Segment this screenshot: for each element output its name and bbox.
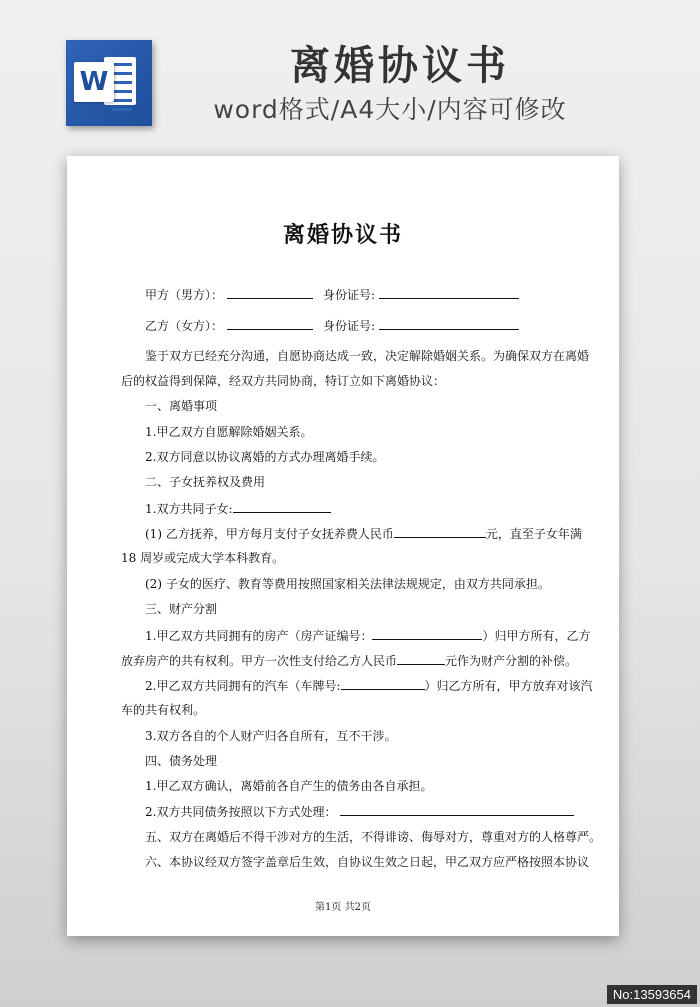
house-cert-blank[interactable] bbox=[372, 627, 482, 640]
house-text-d: 元作为财产分割的补偿。 bbox=[445, 654, 578, 668]
section-3-item-2 bbox=[145, 677, 593, 694]
section-2-heading: 二、子女抚养权及费用 bbox=[145, 475, 266, 489]
word-letter-icon: W bbox=[74, 62, 114, 102]
section-3-item-1 bbox=[145, 627, 590, 644]
header-title: 离婚协议书 bbox=[290, 43, 510, 89]
car-text-b: ）归乙方所有，甲方放弃对该汽 bbox=[424, 679, 593, 693]
party-a-row bbox=[145, 286, 313, 303]
debt-method-blank[interactable] bbox=[340, 803, 574, 816]
party-a-id-label: 身份证号: bbox=[323, 288, 376, 302]
section-2-para-2: (2) 子女的医疗、教育等费用按照国家相关法律法规规定，由双方共同承担。 bbox=[145, 577, 550, 591]
section-4-item-2 bbox=[145, 803, 574, 820]
section-3-item-3: 3.双方各自的个人财产归各自所有，互不干涉。 bbox=[145, 729, 397, 743]
children-label: 1.双方共同子女: bbox=[145, 502, 233, 516]
section-5: 五、双方在离婚后不得干涉对方的生活，不得诽谤、侮辱对方，尊重对方的人格尊严。 bbox=[145, 830, 602, 844]
party-b-id-label: 身份证号: bbox=[323, 319, 376, 333]
plate-blank[interactable] bbox=[341, 677, 425, 690]
header-subtitle: word格式/A4大小/内容可修改 bbox=[213, 95, 567, 124]
support-text-b: 元，直至子女年满 bbox=[485, 527, 582, 541]
party-a-label: 甲方（男方）： bbox=[145, 288, 224, 302]
party-a-id-row bbox=[323, 286, 519, 303]
section-3-item-2-cont: 车的共有权利。 bbox=[121, 703, 206, 717]
section-4-heading: 四、债务处理 bbox=[145, 754, 218, 768]
party-b-label: 乙方（女方）： bbox=[145, 319, 224, 333]
section-2-para-1-cont: 18 周岁或完成大学本科教育。 bbox=[121, 551, 285, 565]
intro-line-1: 鉴于双方已经充分沟通，自愿协商达成一致，决定解除婚姻关系。为确保双方在离婚 bbox=[145, 349, 590, 363]
section-1-heading: 一、离婚事项 bbox=[145, 399, 218, 413]
support-amount-blank[interactable] bbox=[394, 525, 486, 538]
word-app-icon bbox=[66, 40, 152, 126]
party-b-name-blank[interactable] bbox=[227, 317, 313, 330]
document-page bbox=[67, 156, 619, 936]
section-2-item-1 bbox=[145, 500, 331, 517]
section-4-item-1: 1.甲乙双方确认，离婚前各自产生的债务由各自承担。 bbox=[145, 779, 433, 793]
intro-line-2: 后的权益得到保障，经双方共同协商，特订立如下离婚协议： bbox=[121, 374, 446, 388]
party-b-id-row bbox=[323, 317, 519, 334]
children-blank[interactable] bbox=[233, 500, 331, 513]
section-1-item-2: 2.双方同意以协议离婚的方式办理离婚手续。 bbox=[145, 450, 385, 464]
section-3-item-1-cont bbox=[121, 652, 577, 669]
party-b-id-blank[interactable] bbox=[379, 317, 519, 330]
house-text-b: ）归甲方所有，乙方 bbox=[482, 629, 591, 643]
house-text-c: 放弃房产的共有权利。甲方一次性支付给乙方人民币 bbox=[121, 654, 398, 668]
section-3-heading: 三、财产分割 bbox=[145, 602, 218, 616]
support-text-a: (1) 乙方抚养，甲方每月支付子女抚养费人民币 bbox=[145, 527, 394, 541]
debt-label: 2.双方共同债务按照以下方式处理： bbox=[145, 805, 337, 819]
party-b-row bbox=[145, 317, 313, 334]
party-a-name-blank[interactable] bbox=[227, 286, 313, 299]
party-a-id-blank[interactable] bbox=[379, 286, 519, 299]
compensation-blank[interactable] bbox=[397, 652, 445, 665]
house-text-a: 1.甲乙双方共同拥有的房产（房产证编号： bbox=[145, 629, 373, 643]
page-footer: 第1页 共2页 bbox=[315, 902, 371, 913]
section-1-item-1: 1.甲乙双方自愿解除婚姻关系。 bbox=[145, 425, 313, 439]
document-title: 离婚协议书 bbox=[282, 222, 403, 248]
section-6: 六、本协议经双方签字盖章后生效，自协议生效之日起，甲乙双方应严格按照本协议 bbox=[145, 855, 590, 869]
section-2-para-1 bbox=[145, 525, 582, 542]
image-id-badge: No:13593654 bbox=[607, 985, 697, 1004]
car-text-a: 2.甲乙双方共同拥有的汽车（车牌号: bbox=[145, 679, 341, 693]
